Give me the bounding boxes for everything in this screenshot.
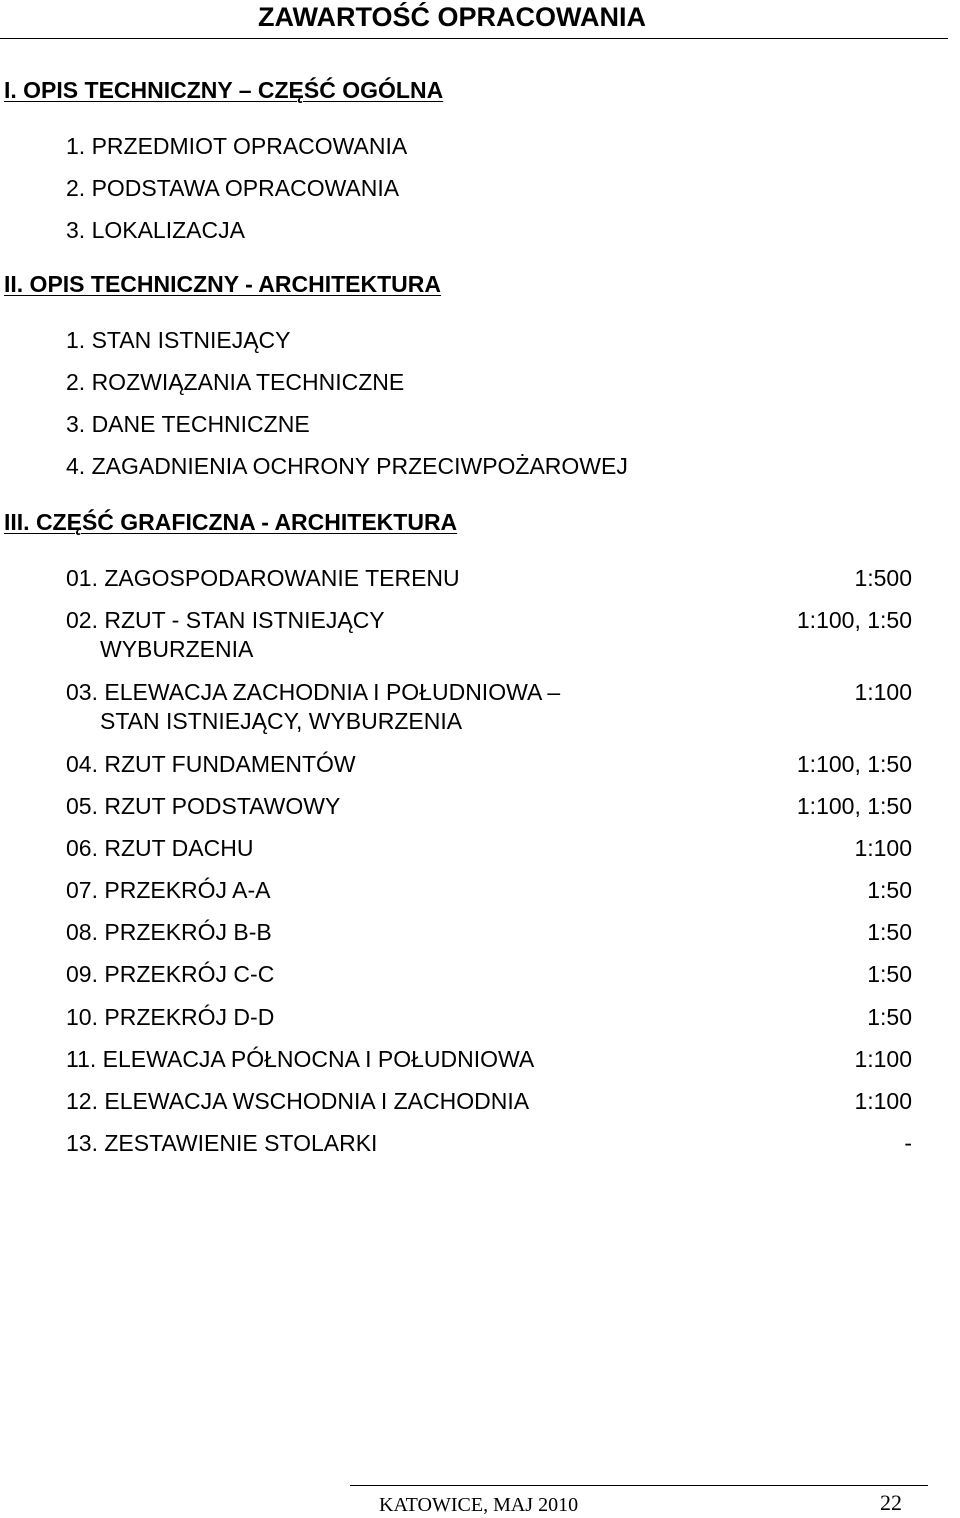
drawing-2-title: 02. RZUT - STAN ISTNIEJĄCY xyxy=(66,607,385,633)
drawing-3-title-cont: STAN ISTNIEJĄCY, WYBURZENIA xyxy=(100,708,463,734)
drawing-1-scale: 1:500 xyxy=(854,565,912,591)
drawing-1-title: 01. ZAGOSPODAROWANIE TERENU xyxy=(66,565,460,591)
section-2-item-4: 4. ZAGADNIENIA OCHRONY PRZECIWPOŻAROWEJ xyxy=(66,453,628,479)
footer-place-date: KATOWICE, MAJ 2010 xyxy=(379,1494,579,1516)
section-heading-2: II. OPIS TECHNICZNY - ARCHITEKTURA xyxy=(4,271,442,297)
drawing-7-title: 07. PRZEKRÓJ A-A xyxy=(66,877,271,903)
drawing-10-scale: 1:50 xyxy=(867,1004,912,1030)
drawing-6-scale: 1:100 xyxy=(854,835,912,861)
section-2-item-2: 2. ROZWIĄZANIA TECHNICZNE xyxy=(66,369,405,395)
section-1-item-3: 3. LOKALIZACJA xyxy=(66,217,245,243)
title-rule xyxy=(0,38,948,39)
drawing-3-scale: 1:100 xyxy=(854,679,912,705)
drawing-8-scale: 1:50 xyxy=(867,919,912,945)
section-heading-1: I. OPIS TECHNICZNY – CZĘŚĆ OGÓLNA xyxy=(4,77,444,103)
drawing-3-title: 03. ELEWACJA ZACHODNIA I POŁUDNIOWA – xyxy=(66,679,561,705)
drawing-5-title: 05. RZUT PODSTAWOWY xyxy=(66,793,341,819)
drawing-2-scale: 1:100, 1:50 xyxy=(796,607,912,633)
footer-rule xyxy=(350,1485,928,1486)
drawing-6-title: 06. RZUT DACHU xyxy=(66,835,254,861)
page-title: ZAWARTOŚĆ OPRACOWANIA xyxy=(258,2,647,32)
drawing-4-title: 04. RZUT FUNDAMENTÓW xyxy=(66,751,356,777)
section-heading-3: III. CZĘŚĆ GRAFICZNA - ARCHITEKTURA xyxy=(4,509,458,535)
drawing-13-scale: - xyxy=(904,1130,912,1156)
drawing-9-title: 09. PRZEKRÓJ C-C xyxy=(66,961,275,987)
drawing-11-scale: 1:100 xyxy=(854,1046,912,1072)
drawing-12-scale: 1:100 xyxy=(854,1088,912,1114)
drawing-12-title: 12. ELEWACJA WSCHODNIA I ZACHODNIA xyxy=(66,1088,530,1114)
footer-page-number: 22 xyxy=(880,1490,902,1515)
drawing-9-scale: 1:50 xyxy=(867,961,912,987)
drawing-11-title: 11. ELEWACJA PÓŁNOCNA I POŁUDNIOWA xyxy=(66,1046,535,1072)
drawing-7-scale: 1:50 xyxy=(867,877,912,903)
drawing-5-scale: 1:100, 1:50 xyxy=(796,793,912,819)
drawing-8-title: 08. PRZEKRÓJ B-B xyxy=(66,919,272,945)
section-2-item-3: 3. DANE TECHNICZNE xyxy=(66,411,310,437)
drawing-13-title: 13. ZESTAWIENIE STOLARKI xyxy=(66,1130,378,1156)
drawing-4-scale: 1:100, 1:50 xyxy=(796,751,912,777)
section-1-item-2: 2. PODSTAWA OPRACOWANIA xyxy=(66,175,400,201)
drawing-2-title-cont: WYBURZENIA xyxy=(100,636,254,662)
section-2-item-1: 1. STAN ISTNIEJĄCY xyxy=(66,327,291,353)
drawing-10-title: 10. PRZEKRÓJ D-D xyxy=(66,1004,275,1030)
section-1-item-1: 1. PRZEDMIOT OPRACOWANIA xyxy=(66,133,408,159)
